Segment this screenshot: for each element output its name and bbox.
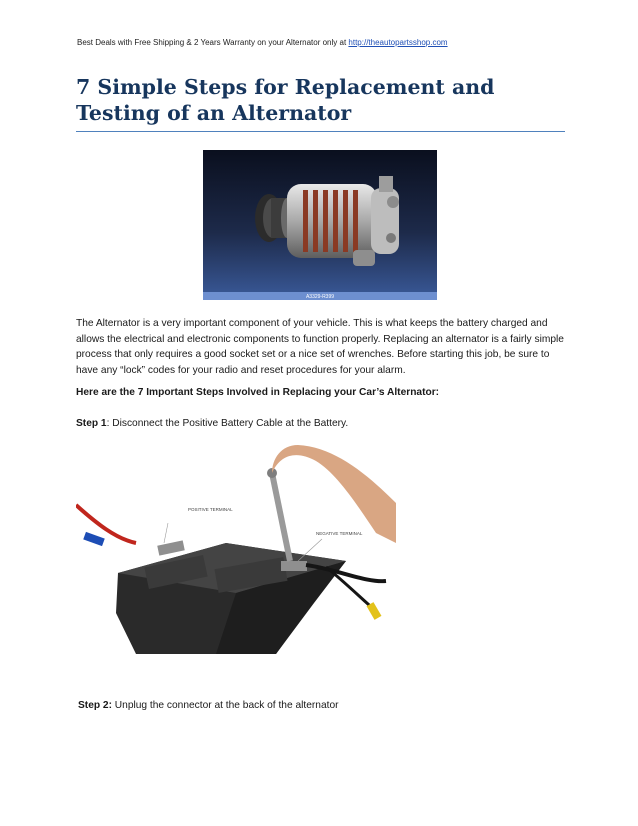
steps-heading: Here are the 7 Important Steps Involved in Replacing your Car’s Alternator:	[76, 387, 440, 398]
negative-terminal-label: NEGATIVE TERMINAL	[316, 531, 363, 536]
header-promo-text: Best Deals with Free Shipping & 2 Years Warranty on your Alternator only at	[77, 38, 349, 47]
battery-photo	[76, 443, 404, 654]
header-promo	[77, 38, 448, 47]
step-1-label: Step 1	[76, 418, 107, 429]
alternator-caption: A3329-R399	[305, 294, 335, 300]
alternator-photo	[203, 150, 437, 300]
step-1	[76, 418, 348, 429]
title-underline	[76, 131, 565, 132]
positive-terminal-label: POSITIVE TERMINAL	[188, 507, 233, 512]
header-shop-link[interactable]: http://theautopartsshop.com	[348, 38, 448, 47]
step-2-text: Unplug the connector at the back of the alternator	[111, 700, 339, 711]
step-2-label: Step 2:	[78, 700, 112, 711]
page-title: 7 Simple Steps for Replacement and Testing of an Alternator	[76, 75, 495, 125]
intro-paragraph: The Alternator is a very important component of your vehicle. This is what keeps the battery charged and allows the electrical and electronic components to function properly. Replacing an alternator is a fairly simple process that only requires a good socket set or a nice set of wrenches. Before starting this job, be sure to have any “lock” codes for your radio and reset procedures for your alarm.	[76, 318, 564, 376]
step-1-text: : Disconnect the Positive Battery Cable at the Battery.	[106, 418, 349, 429]
step-2	[78, 700, 339, 711]
